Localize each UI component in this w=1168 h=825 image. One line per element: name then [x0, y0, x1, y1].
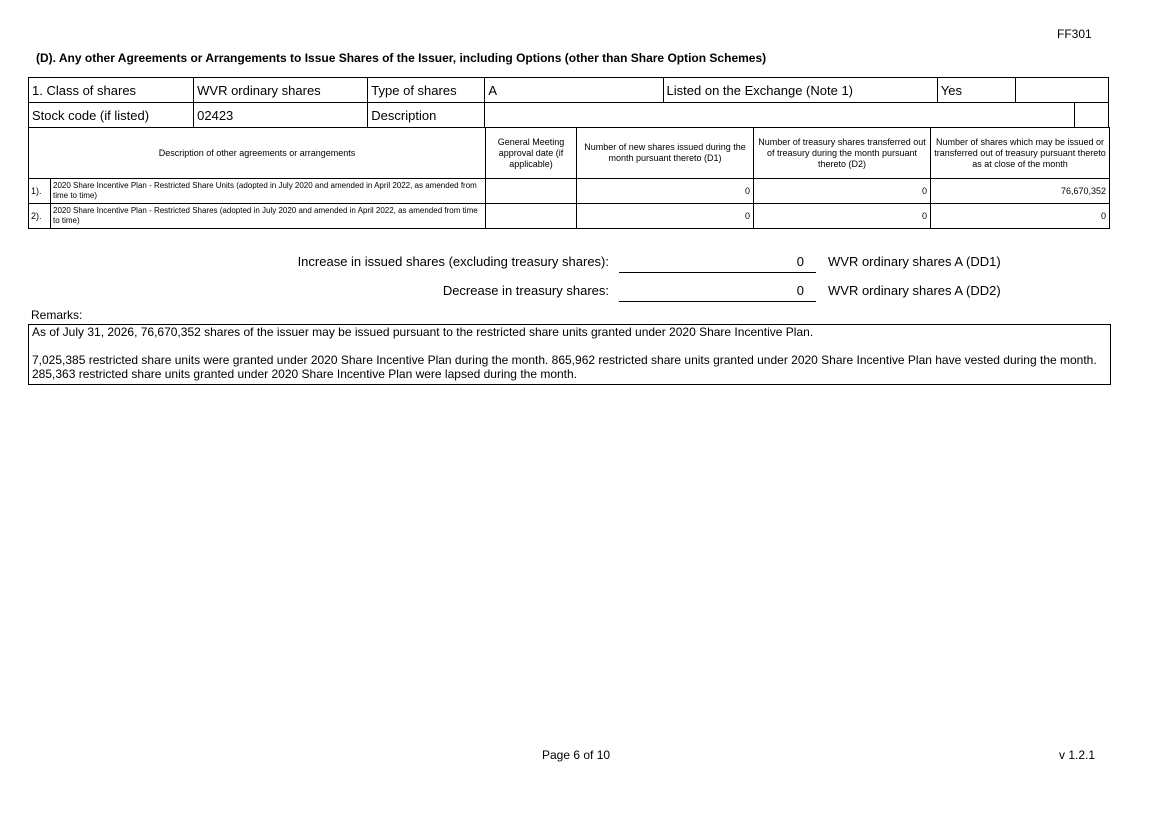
remarks-paragraph: 7,025,385 restricted share units were granted under 2020 Share Incentive Plan during the month. 865,962 restricted share units granted under 2020 Share Incentive Plan have vested during the month. 285,363 restricted share units granted under 2020 Share Incentive Plan were lapsed during the month. [32, 353, 1097, 381]
form-version: v 1.2.1 [1059, 748, 1096, 762]
row-description: 2020 Share Incentive Plan - Restricted Shares (adopted in July 2020 and amended in April 2022, as amended from time to time) [51, 204, 486, 229]
row-index: 2). [29, 204, 51, 229]
decrease-underline [619, 301, 816, 302]
type-of-shares-label: Type of shares [368, 78, 485, 103]
table-row [29, 179, 1110, 204]
section-title: (D). Any other Agreements or Arrangements to Issue Shares of the Issuer, including Options (other than Share Option Schemes) [36, 51, 767, 65]
listed-on-exchange-value: Yes [937, 78, 1015, 103]
column-header-description: Description of other agreements or arrangements [29, 128, 486, 179]
increase-label: Increase in issued shares (excluding treasury shares): [297, 254, 609, 269]
stock-code-value: 02423 [194, 103, 368, 128]
row-index: 1). [29, 179, 51, 204]
stock-code-label: Stock code (if listed) [29, 103, 194, 128]
remarks-paragraph: As of July 31, 2026, 76,670,352 shares of the issuer may be issued pursuant to the restricted share units granted under 2020 Share Incentive Plan. [32, 325, 814, 339]
description-value [485, 103, 1075, 128]
row-d1: 0 [577, 179, 754, 204]
class-of-shares-label: 1. Class of shares [29, 78, 194, 103]
row-approval-date [486, 179, 577, 204]
decrease-unit: WVR ordinary shares A (DD2) [828, 283, 1001, 298]
listed-extra-cell [1015, 78, 1108, 103]
share-class-header-table [28, 77, 1109, 128]
description-extra-cell [1074, 103, 1108, 128]
remarks-box [28, 324, 1111, 385]
form-code: FF301 [1057, 27, 1092, 41]
column-header-d2: Number of treasury shares transferred out of treasury during the month pursuant thereto (D2) [754, 128, 931, 179]
remarks-label: Remarks: [31, 308, 83, 322]
description-label: Description [368, 103, 485, 128]
page-number: Page 6 of 10 [542, 748, 611, 762]
row-d2: 0 [754, 179, 931, 204]
row-close-of-month: 76,670,352 [931, 179, 1110, 204]
class-of-shares-value: WVR ordinary shares [194, 78, 368, 103]
row-d1: 0 [577, 204, 754, 229]
increase-unit: WVR ordinary shares A (DD1) [828, 254, 1001, 269]
column-header-d1: Number of new shares issued during the month pursuant thereto (D1) [577, 128, 754, 179]
increase-value: 0 [796, 254, 804, 269]
row-description: 2020 Share Incentive Plan - Restricted Share Units (adopted in July 2020 and amended in April 2022, as amended from time to time) [51, 179, 486, 204]
decrease-value: 0 [796, 283, 804, 298]
table-row [29, 204, 1110, 229]
column-header-approval-date: General Meeting approval date (if applicable) [486, 128, 577, 179]
row-approval-date [486, 204, 577, 229]
row-d2: 0 [754, 204, 931, 229]
decrease-label: Decrease in treasury shares: [442, 283, 609, 298]
increase-underline [619, 272, 816, 273]
type-of-shares-value: A [485, 78, 663, 103]
arrangements-table [28, 127, 1110, 229]
column-header-close-of-month: Number of shares which may be issued or transferred out of treasury pursuant thereto as at close of the month [931, 128, 1110, 179]
listed-on-exchange-label: Listed on the Exchange (Note 1) [663, 78, 937, 103]
row-close-of-month: 0 [931, 204, 1110, 229]
